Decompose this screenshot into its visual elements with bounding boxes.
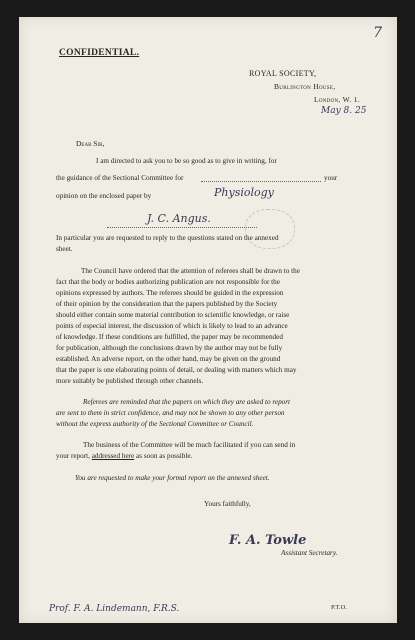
assistant-secretary: Assistant Secretary. [281, 549, 338, 557]
author-blank-line [107, 227, 257, 228]
para3-line: are sent to them in strict confidence, and may not be shown to any other person [56, 409, 285, 417]
para4-line2-end: as soon as possible. [136, 452, 193, 460]
para2-line: that the paper is one elaborating points of detail, or dealing with matters which may [56, 366, 297, 374]
handwritten-date: May 8. 25 [321, 106, 367, 116]
para1-line5: sheet. [56, 245, 73, 253]
confidential-heading: CONFIDENTIAL. [59, 48, 140, 58]
address-line-1: Burlington House, [274, 82, 336, 91]
para2-line: The Council have ordered that the attention of referees shall be drawn to the [81, 267, 300, 275]
para1-line1: I am directed to ask you to be so good as to give in writing, for [96, 157, 277, 165]
pto-label: P.T.O. [331, 604, 347, 611]
para4-line2-start: your report, [56, 452, 90, 460]
para2-line: of their opinion by the consideration that the papers published by the Society [56, 300, 278, 308]
handwritten-signature: F. A. Towle [229, 533, 307, 548]
address-line-2: London, W. 1. [314, 95, 360, 104]
para1-line3: opinion on the enclosed paper by [56, 192, 152, 200]
faint-stamp-mark [245, 209, 295, 249]
yours-faithfully: Yours faithfully, [204, 500, 251, 508]
addressed-here-text: addressed here [91, 452, 135, 460]
letter-page [19, 17, 397, 623]
para2-line: opinions expressed by authors. The referees should be guided in the expression [56, 289, 284, 297]
para2-line: should either contain some material contribution to scientific knowledge, or raise [56, 311, 290, 319]
subject-blank-line [201, 181, 321, 182]
para3-line: Referees are reminded that the papers on which they are asked to report [83, 398, 291, 406]
para2-line: fact that the body or bodies authorizing publication are not responsible for the [56, 278, 280, 286]
para2-line: of knowledge. If these conditions are fulfilled, the paper may be recommended [56, 333, 283, 341]
society-name: ROYAL SOCIETY, [249, 69, 317, 78]
para1-line2-start: the guidance of the Sectional Committee for [56, 174, 184, 182]
para2-line: points of especial interest, the discussion of which is likely to lead to an advance [56, 322, 288, 330]
salutation: Dear Sir, [76, 139, 105, 148]
formal-report-note: You are requested to make your formal report on the annexed sheet. [75, 474, 270, 482]
folio-number: 7 [373, 25, 382, 41]
para1-line2-end: your [324, 174, 338, 182]
para4-line1: The business of the Committee will be much facilitated if you can send in [83, 441, 296, 449]
para2-line: more suitably be published through other channels. [56, 377, 204, 385]
para3-line: without the express authority of the Sectional Committee or Council. [56, 420, 254, 428]
para2-line: for publication, although the conclusions drawn by the author may not be fully [56, 344, 283, 352]
para4-line2 [56, 453, 192, 460]
handwritten-addressee: Prof. F. A. Lindemann, F.R.S. [49, 604, 180, 614]
para2-line: established. An adverse report, on the other hand, may be given on the ground [56, 355, 281, 363]
handwritten-subject: Physiology [214, 186, 274, 199]
para1-line4: In particular you are requested to reply to the questions stated on the annexed [56, 234, 279, 242]
handwritten-author: J. C. Angus. [147, 212, 211, 225]
